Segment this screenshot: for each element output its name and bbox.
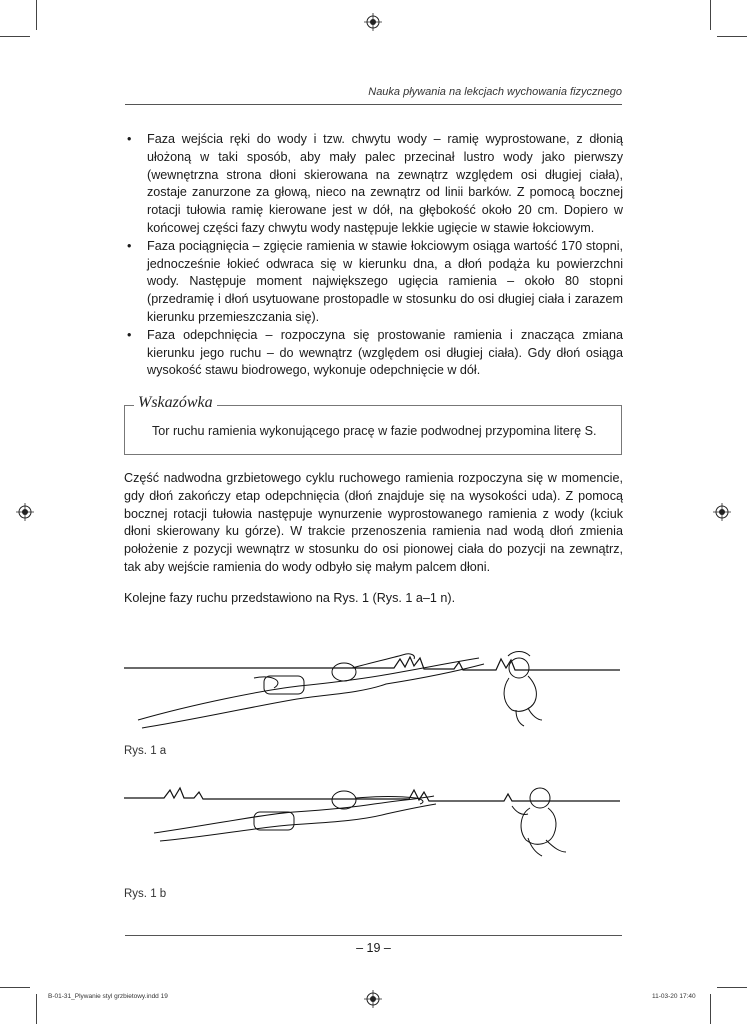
tip-text: Tor ruchu ramienia wykonującego pracę w fazie podwodnej przypomina literę S.	[152, 424, 597, 438]
bullet-list	[124, 131, 623, 380]
crop-mark	[36, 994, 37, 1024]
footer-rule	[125, 935, 622, 936]
header-rule	[125, 104, 622, 105]
list-item	[124, 131, 623, 238]
registration-mark-icon	[713, 503, 731, 521]
crop-mark	[717, 36, 747, 37]
crop-mark	[710, 994, 711, 1024]
swimmer-figure-1a	[124, 628, 620, 740]
list-item-text: Faza pociągnięcia – zgięcie ramienia w stawie łokciowym osiąga wartość 170 stopni, jednocześnie łokieć odwraca się w kierunku dna, a dłoń podąża ku powierzchni wody. Następuje moment największego ugięcia ramienia – około 80 stopni (przedramię i dłoń usytuowane prostopadle w stosunku do osi długiej ciała i zarazem kierunku przemieszczania się).	[147, 238, 623, 324]
bullet-symbol: •	[127, 238, 132, 253]
slug-date: 11-03-20 17:40	[652, 993, 696, 1000]
crop-mark	[0, 987, 30, 988]
list-item	[124, 327, 623, 380]
swimmer-figure-1b	[124, 768, 620, 880]
bullet-symbol: •	[127, 327, 132, 342]
list-item-text: Faza wejścia ręki do wody i tzw. chwytu wody – ramię wyprostowane, z dłonią ułożoną w taki sposób, aby mały palec przecinał lustro wody jako pierwszy (wewnętrzna strona dłoni skierowana na zewnątrz względem osi długiej ciała), zostaje zanurzone za głową, nieco na zewnątrz od linii barków. Z pomocą bocznej rotacji tułowia ramię kierowane jest w dół, na głębokość około 20 cm. Dopiero w końcowej części fazy chwytu wody następuje lekkie ugięcie w stawie łokciowym.	[147, 132, 623, 235]
list-item	[124, 238, 623, 327]
slug-file-info: B-01-31_Plywanie styl grzbietowy.indd 19	[48, 993, 168, 1000]
crop-mark	[710, 0, 711, 30]
crop-mark	[717, 987, 747, 988]
paragraph: Kolejne fazy ruchu przedstawiono na Rys. 1 (Rys. 1 a–1 n).	[124, 591, 456, 605]
bullet-symbol: •	[127, 132, 132, 146]
registration-mark-icon	[16, 503, 34, 521]
figure-caption: Rys. 1 a	[124, 745, 167, 757]
page-number: – 19 –	[356, 941, 391, 955]
registration-mark-icon	[364, 13, 382, 31]
crop-mark	[36, 0, 37, 30]
figure-caption: Rys. 1 b	[124, 888, 167, 900]
list-item-text: Faza odepchnięcia – rozpoczyna się prostowanie ramienia i znacząca zmiana kierunku jego ruchu – do wewnątrz (względem osi długiej ciała). Gdy dłoń osiąga wysokość stawu biodrowego, wykonuje odepchnięcie w dół.	[147, 327, 623, 378]
running-header: Nauka pływania na lekcjach wychowania fizycznego	[368, 86, 622, 98]
paragraph: Część nadwodna grzbietowego cyklu ruchowego ramienia rozpoczyna się w momencie, gdy dłoń zakończy etap odepchnięcia (dłoń znajduje się na wysokości uda). Z pomocą bocznej rotacji tułowia następuje wynurzenie wyprostowanego ramienia z wody (kciuk dłoni skierowany ku górze). W trakcie przenoszenia ramienia nad wodą dłoń zmienia położenie z pozycji wewnątrz w stosunku do osi pionowej ciała do pozycji na zewnątrz, tak aby wejście ramienia do wody odbyło się małym palcem dłoni.	[124, 471, 623, 574]
registration-mark-icon	[364, 990, 382, 1008]
tip-title: Wskazówka	[134, 394, 217, 412]
crop-mark	[0, 36, 30, 37]
